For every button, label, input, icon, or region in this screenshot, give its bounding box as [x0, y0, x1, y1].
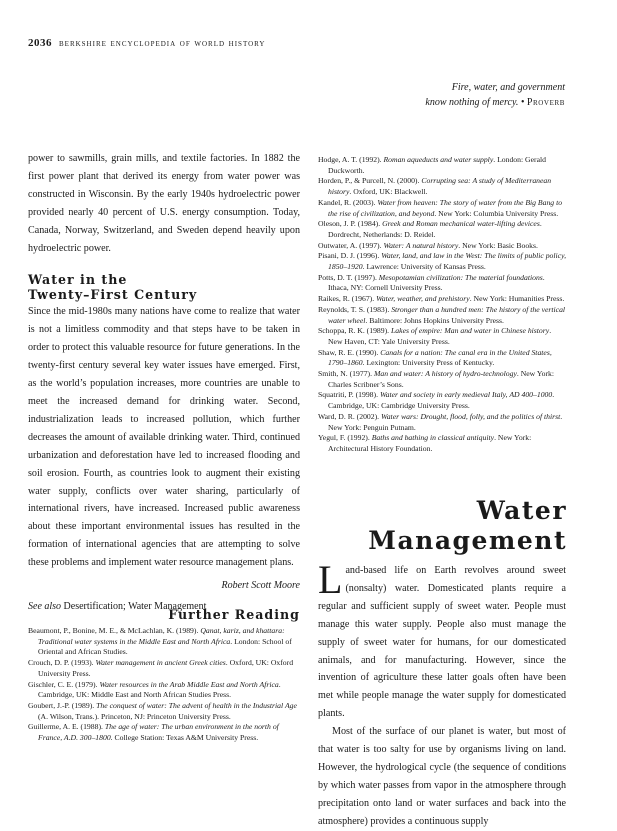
reference-title: Water, land, and law in the West: The limits of public policy, 1850–1920 [328, 251, 566, 272]
article-paragraph-1-text: and-based life on Earth revolves around sweet (nonsalty) water. Domesticated plants require a regular and sufficient supply of sweet water. People must manage this water supply. People also must manage the supply of sweet water for humans, for our domesticated animals, and for manufacturing. However, since the invention of agriculture these latter goals often have been met while people manage the water supply for domesticated plants. [318, 565, 566, 720]
reference-entry [28, 701, 300, 722]
epigraph-source: Proverb [526, 97, 565, 108]
reference-publisher: . New York: Columbia University Press. [434, 208, 559, 218]
section-heading-line-2: Twenty–First Century [28, 287, 198, 303]
section-heading [28, 272, 300, 302]
reference-title: Roman aqueducts and water supply [383, 155, 494, 164]
reference-author: Pisani, D. J. (1996). [318, 251, 382, 261]
reference-entry [318, 369, 566, 390]
reference-entry [28, 722, 300, 743]
reference-entry [318, 412, 566, 433]
reference-publisher: . Cambridge, UK: Middle East and North African Studies Press. [38, 679, 281, 700]
reference-publisher: . Lawrence: University of Kansas Press. [362, 262, 486, 272]
reference-title: Canals for a nation: The canal era in the United States, 1790–1860 [328, 347, 552, 368]
reference-publisher: . New York: Architectural History Foundation. [328, 433, 532, 453]
reference-title: The age of water: The urban environment in the north of France, A.D. 300–1800 [38, 722, 279, 743]
reference-publisher: . College Station: Texas A&M University Press. [110, 733, 259, 743]
reference-author: Crouch, D. P. (1993). [28, 658, 96, 668]
reference-author: Reynolds, T. S. (1983). [318, 304, 392, 314]
article-title-line-1: Water [476, 496, 567, 525]
reference-publisher: . Cambridge, UK: Cambridge University Press. [328, 390, 555, 411]
article-title [368, 496, 567, 556]
reference-entry [318, 305, 566, 326]
reference-author: Goubert, J.-P. (1989). [28, 700, 97, 710]
reference-entry [28, 658, 300, 679]
epigraph-line-1: Fire, water, and government [451, 82, 565, 93]
epigraph-line-2: know nothing of mercy. [425, 97, 519, 108]
reference-entry [318, 433, 566, 454]
further-reading-heading: Further Reading [168, 607, 300, 622]
reference-author: Ward, D. R. (2002). [318, 411, 382, 421]
reference-title: Water resources in the Arab Middle East and North Africa [99, 679, 279, 689]
author-credit: Robert Scott Moore [221, 580, 300, 592]
reference-author: Raikes, R. (1967). [318, 294, 377, 304]
reference-title: Corrupting sea: A study of Mediterranean history [328, 176, 552, 197]
reference-author: Kandel, R. (2003). [318, 197, 378, 207]
reference-publisher: . Oxford, UK: Oxford University Press. [38, 658, 294, 678]
reference-publisher: . New York: Penguin Putnam. [328, 411, 563, 432]
reference-title: Man and water: A history of hydro-technology [373, 369, 517, 379]
reference-publisher: . New York: Humanities Press. [469, 294, 565, 304]
section-paragraph: Since the mid-1980s many nations have come to realize that water is not a limitless commodity and that steps have to be taken in order to protect this valuable resource for future generations. In the twenty-first century several key water issues have emerged. First, as the world’s population increases, more countries are unable to meet the increased demand for drinking water. Second, industrialization leads to increased pollution, which further decreases the amount of available drinking water. Third, continued urbanization and deforestation have led to increased flooding and soil erosion. Fourth, as countries look to augment their existing water supply, conflicts over water sharing, particularly of international rivers, have increased. Increased public awareness about these important environmental issues has resulted in the formation of international agencies that are attempting to solve these problems and implement water resource management plans. [28, 306, 300, 569]
reference-author: Outwater, A. (1997). [318, 240, 384, 250]
see-also-links[interactable]: Desertification; Water Management [63, 601, 207, 613]
reference-publisher: . London: School of Oriental and African Studies. [38, 636, 292, 657]
reference-publisher: . Lexington: University Press of Kentucky. [362, 358, 495, 368]
reference-entry [318, 219, 566, 240]
reference-publisher: . Oxford, UK: Blackwell. [349, 187, 428, 197]
reference-entry [318, 348, 566, 369]
reference-entry [28, 626, 300, 658]
reference-title: Mesopotamian civilization: The material foundations [378, 272, 543, 282]
reference-entry [318, 241, 566, 252]
reference-entry [318, 390, 566, 411]
reference-publisher: . Baltimore: Johns Hopkins University Press. [365, 315, 504, 325]
reference-title: Water: A natural history [383, 240, 459, 250]
drop-cap: L [318, 557, 343, 602]
reference-title: Greek and Roman mechanical water-lifting devices [382, 219, 540, 229]
article-paragraph-1 [318, 557, 566, 723]
reference-publisher: . New York: Charles Scribner’s Sons. [328, 369, 555, 389]
reference-entry [318, 198, 566, 219]
reference-publisher: . New York: Basic Books. [458, 240, 538, 250]
reference-title: Water, weather, and prehistory [376, 294, 470, 304]
reference-publisher: . Dordrecht, Netherlands: D. Reidel. [328, 219, 542, 239]
reference-author: Shaw, R. E. (1990). [318, 347, 381, 357]
epigraph [305, 80, 565, 110]
reference-title: Water management in ancient Greek cities [95, 658, 226, 668]
reference-author: Yegul, F. (1992). [318, 433, 372, 443]
article-paragraph-2: Most of the surface of our planet is water, but most of that water is too salty for use by organisms living on land. However, the hydrological cycle (the sequence of conditions by which water passes from vapor in the atmosphere through precipitation onto land or water surfaces and back into the atmosphere) provides a continuous supply [318, 726, 566, 827]
reference-author: Hodge, A. T. (1992). [318, 155, 384, 164]
reference-author: Horden, P., & Purcell, N. (2000). [318, 176, 422, 186]
reference-author: Squatriti, P. (1998). [318, 390, 380, 400]
reference-entry [318, 176, 566, 197]
reference-publisher: (A. Wilson, Trans.). Princeton, NJ: Princeton University Press. [38, 711, 231, 721]
reference-entry [318, 294, 566, 305]
see-also-label: See also [28, 601, 62, 613]
reference-publisher: . London: Gerald Duckworth. [328, 155, 546, 175]
reference-title: Stronger than a hundred men: The history of the vertical water wheel [328, 304, 566, 325]
left-column [28, 150, 300, 612]
reference-title: Water and society in early medieval Italy, AD 400–1000 [379, 390, 553, 400]
section-heading-line-1: Water in the [28, 272, 128, 288]
reference-title: Baths and bathing in classical antiquity [371, 433, 495, 443]
reference-entry [318, 273, 566, 294]
reference-title: Qanat, kariz, and khattara: Traditional water systems in the Middle East and North Africa [38, 626, 285, 646]
reference-author: Beaumont, P., Bonine, M. E., & McLachlan, K. (1989). [28, 626, 201, 635]
running-header [28, 37, 266, 49]
epigraph-bullet: • [520, 97, 525, 108]
reference-title: Water from heaven: The story of water from the Big Bang to the rise of civilization, and beyond [328, 197, 563, 218]
reference-entry [28, 680, 300, 701]
reference-title: The conquest of water: The advent of health in the Industrial Age [96, 700, 297, 710]
reference-publisher: . Ithaca, NY: Cornell University Press. [328, 272, 545, 293]
reference-author: Schoppa, R. K. (1989). [318, 326, 392, 336]
reference-list-right [318, 155, 566, 455]
article-body [318, 557, 566, 831]
reference-author: Guillerme, A. E. (1988). [28, 722, 105, 732]
page-number: 2036 [28, 37, 52, 49]
reference-list-left [28, 626, 300, 744]
reference-author: Gischler, C. E. (1979). [28, 679, 100, 689]
reference-title: Water wars: Drought, flood, folly, and the politics of thirst [381, 411, 561, 421]
reference-author: Smith, N. (1977). [318, 369, 374, 379]
reference-author: Oleson, J. P. (1984). [318, 219, 383, 229]
intro-paragraph: power to sawmills, grain mills, and textile factories. In 1882 the first power plant that derived its energy from water power was constructed in Wisconsin. By the early 1940s hydroelectric power provided nearly 40 percent of U.S. energy consumption. Today, Canada, Norway, Switzerland, and Sweden depend heavily upon hydroelectric power. [28, 153, 300, 254]
reference-entry [318, 251, 566, 272]
reference-author: Potts, D. T. (1997). [318, 272, 379, 282]
reference-title: Lakes of empire: Man and water in Chinese history [391, 326, 550, 336]
reference-entry [318, 326, 566, 347]
reference-entry [318, 155, 566, 176]
book-title: berkshire encyclopedia of world history [59, 38, 266, 49]
article-title-line-2: Management [368, 526, 567, 555]
reference-publisher: . New Haven, CT: Yale University Press. [328, 326, 552, 346]
